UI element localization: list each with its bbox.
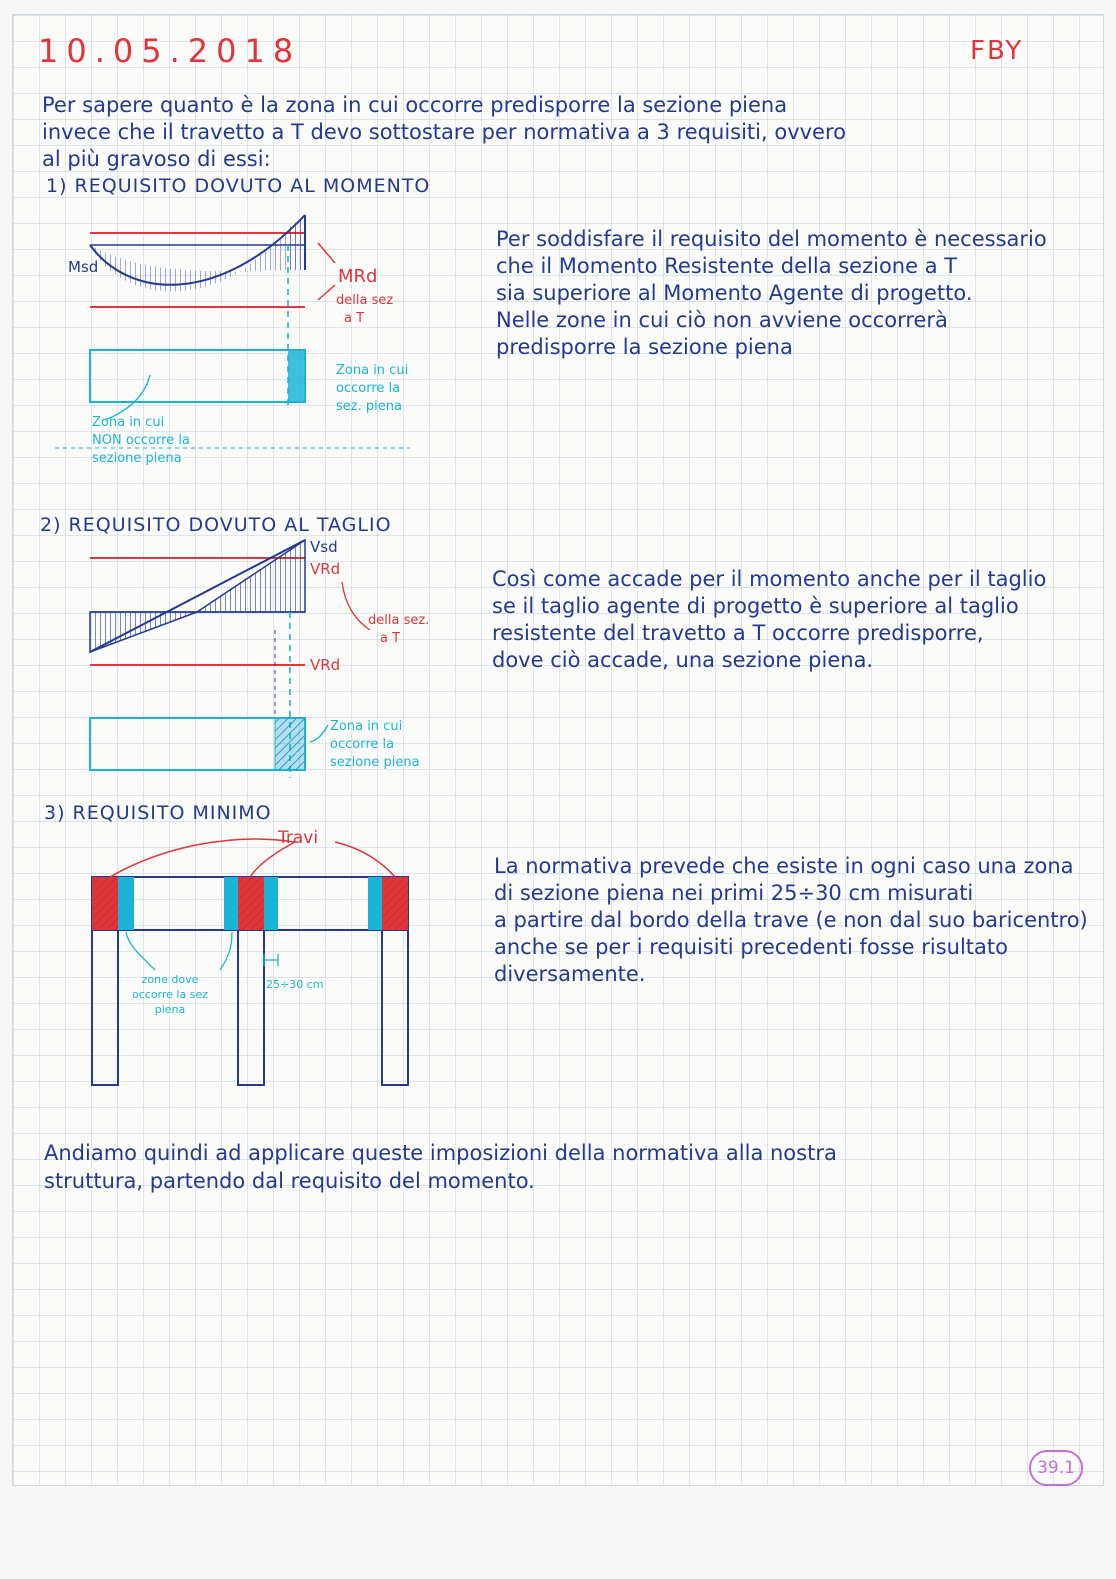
text-line: a partire dal bordo della trave (e non dal suo baricentro) (494, 908, 1088, 932)
vrd-note: della sez. a T (368, 613, 430, 646)
full-zone (224, 877, 238, 930)
text-line: resistente del travetto a T occorre predisporre, (492, 621, 984, 645)
zone-full-note: Zona in cui occorre la sezione piena (330, 719, 420, 770)
full-zone (264, 877, 278, 930)
text-line: dove ciò accade, una sezione piena. (492, 648, 874, 672)
text-line: diversamente. (494, 962, 646, 986)
intro-line: al più gravoso di essi: (42, 147, 271, 171)
full-zone (368, 877, 382, 930)
text-line: predisporre la sezione piena (496, 335, 793, 359)
text-line: Nelle zone in cui ciò non avviene occorrerà (496, 308, 948, 332)
page-number: 39.1 (1029, 1450, 1083, 1486)
zone-not-note: Zona in cui NON occorre la sezione piena (92, 415, 190, 466)
text-line: se il taglio agente di progetto è superiore al taglio (492, 594, 1019, 618)
section2-heading: 2) REQUISITO DOVUTO AL TAGLIO (40, 514, 392, 536)
text-line: sia superiore al Momento Agente di progetto. (496, 281, 973, 305)
intro-line: Per sapere quanto è la zona in cui occorre predisporre la sezione piena (42, 93, 788, 117)
conclusion-line: Andiamo quindi ad applicare queste imposizioni della normativa alla nostra (44, 1141, 837, 1165)
full-section-zone (288, 350, 305, 402)
mrd-label: MRd (338, 266, 378, 287)
page-date: 10.05.2018 (38, 32, 302, 70)
text-line: Per soddisfare il requisito del momento è necessario (496, 227, 1047, 251)
beams-label: Travi (278, 828, 319, 848)
vsd-label: Vsd (310, 538, 338, 556)
intro-line: invece che il travetto a T devo sottostare per normativa a 3 requisiti, ovvero (42, 120, 846, 144)
beam-plan (90, 718, 305, 770)
text-line: di sezione piena nei primi 25÷30 cm misurati (494, 881, 974, 905)
full-zone (118, 877, 134, 930)
zone-full-note: Zona in cui occorre la sez. piena (336, 363, 409, 414)
text-line: Così come accade per il momento anche per il taglio (492, 567, 1047, 591)
vrd-label: VRd (310, 560, 341, 578)
text-line: La normativa prevede che esiste in ogni caso una zona (494, 854, 1074, 878)
mrd-note: della sez a T (336, 293, 394, 326)
text-line: anche se per i requisiti precedenti fosse risultato (494, 935, 1008, 959)
beam-plan (90, 350, 305, 402)
dimension-label: 25÷30 cm (266, 978, 324, 991)
zone-note: zone dove occorre la sez piena (132, 973, 208, 1016)
msd-label: Msd (68, 258, 99, 276)
section3-heading: 3) REQUISITO MINIMO (44, 802, 272, 824)
vrd-bottom-label: VRd (310, 656, 341, 674)
conclusion-line: struttura, partendo dal requisito del momento. (44, 1169, 535, 1193)
section1-heading: 1) REQUISITO DOVUTO AL MOMENTO (46, 175, 431, 197)
text-line: che il Momento Resistente della sezione a T (496, 254, 958, 278)
author-tag: FBY (970, 36, 1024, 66)
floor-plan-diagram (80, 820, 440, 1100)
